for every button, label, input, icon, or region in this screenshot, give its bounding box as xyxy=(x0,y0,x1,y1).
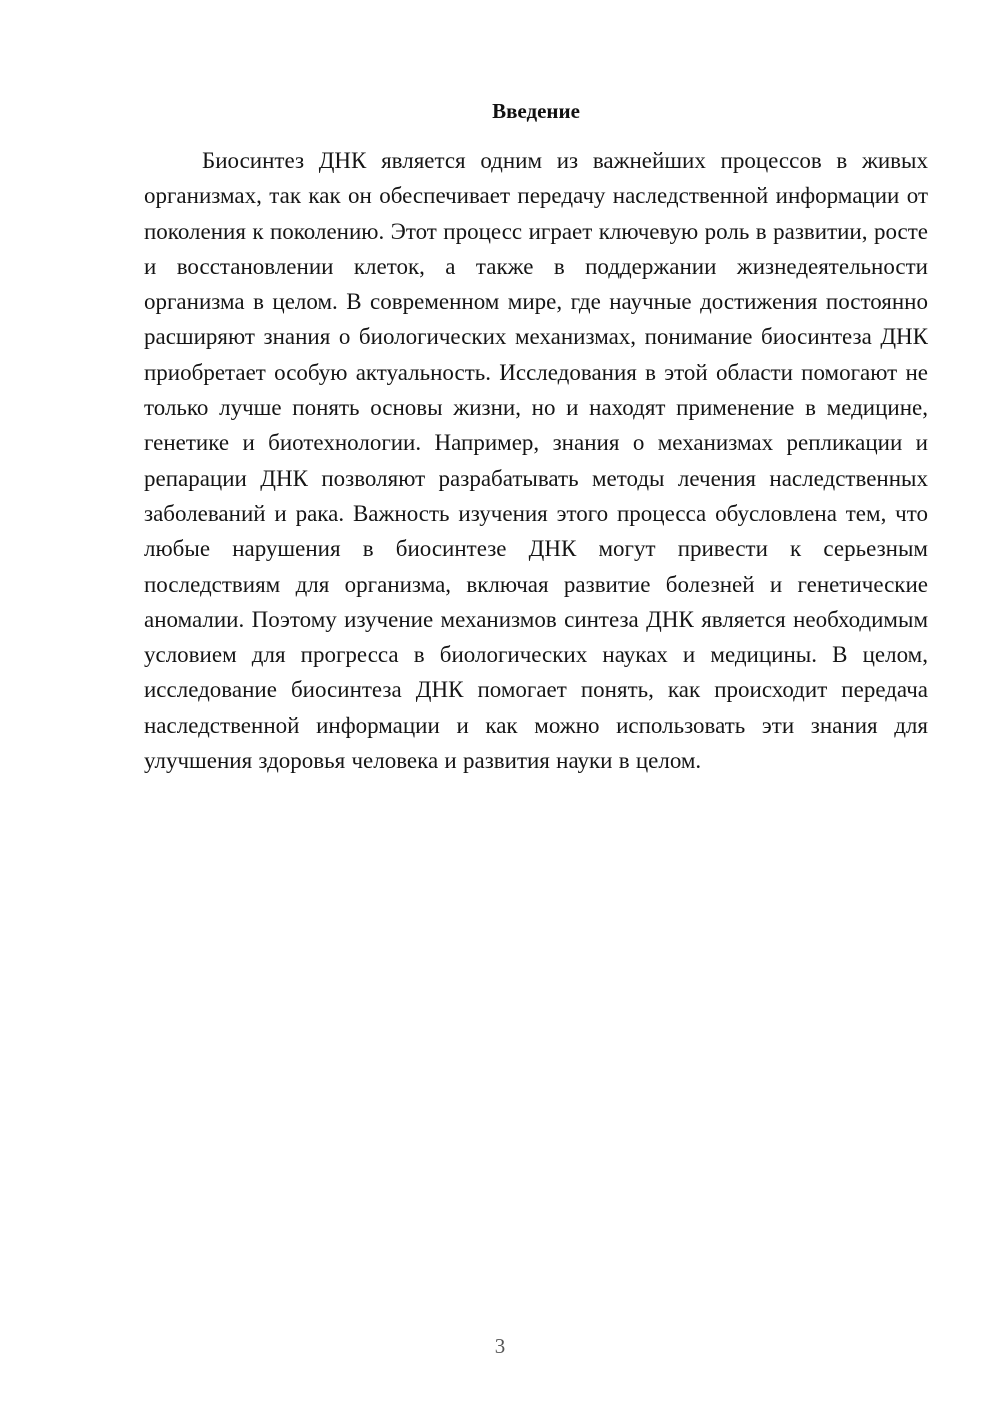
page-number: 3 xyxy=(494,1334,506,1358)
section-heading: Введение xyxy=(492,99,580,123)
intro-paragraph: Биосинтез ДНК является одним из важнейших процессов в живых организмах, так как он обеспечивает передачу наследственной информации от поколения к поколению. Этот процесс играет ключевую роль в развитии, росте и восстановлении клеток, а также в поддержании жизнедеятельности организма в целом. В современном мире, где научные достижения постоянно расширяют знания о биологических механизмах, понимание биосинтеза ДНК приобретает особую актуальность. Исследования в этой области помогают не только лучше понять основы жизни, но и находят применение в медицине, генетике и биотехнологии. Например, знания о механизмах репликации и репарации ДНК позволяют разрабатывать методы лечения наследственных заболеваний и рака. Важность изучения этого процесса обусловлена тем, что любые нарушения в биосинтезе ДНК могут привести к серьезным последствиям для организма, включая развитие болезней и генетические аномалии. Поэтому изучение механизмов синтеза ДНК является необходимым условием для прогресса в биологических науках и медицины. В целом, исследование биосинтеза ДНК помогает понять, как происходит передача наследственной информации и как можно использовать эти знания для улучшения здоровья человека и развития науки в целом. xyxy=(144,148,928,774)
